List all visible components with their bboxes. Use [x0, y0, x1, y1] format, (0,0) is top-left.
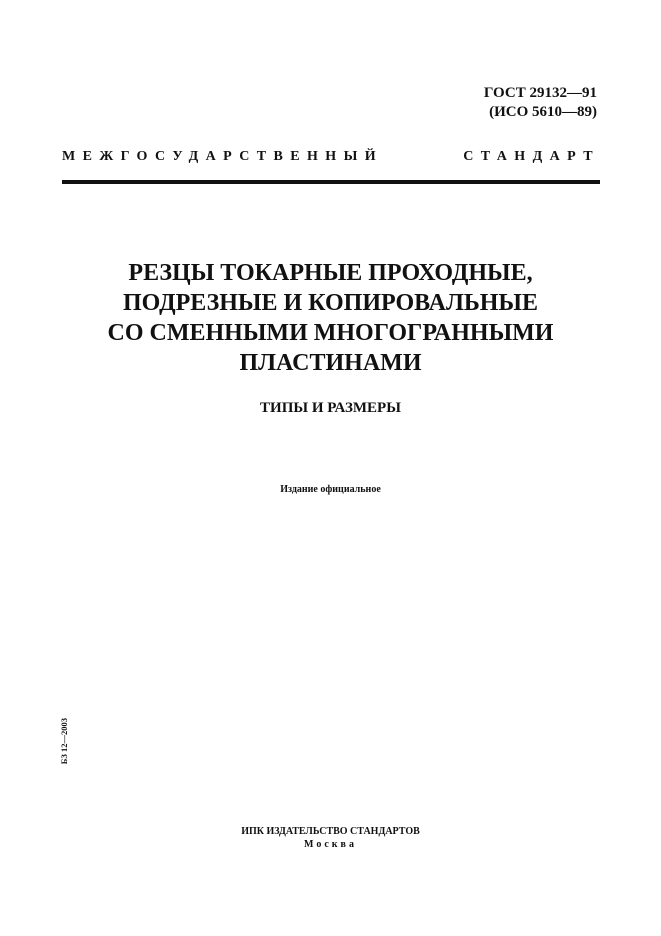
title-line: ПЛАСТИНАМИ	[239, 350, 422, 376]
document-subtitle: ТИПЫ И РАЗМЕРЫ	[260, 400, 401, 416]
title-line: СО СМЕННЫМИ МНОГОГРАННЫМИ	[107, 320, 554, 346]
title-line: РЕЗЦЫ ТОКАРНЫЕ ПРОХОДНЫЕ,	[128, 260, 533, 286]
document-title	[40, 258, 621, 378]
title-line: ПОДРЕЗНЫЕ И КОПИРОВАЛЬНЫЕ	[122, 290, 538, 316]
header-divider	[62, 180, 600, 184]
side-catalog-note: БЗ 12—2003	[59, 718, 69, 765]
iso-number: (ИСО 5610—89)	[489, 104, 597, 120]
publisher-name: ИПК ИЗДАТЕЛЬСТВО СТАНДАРТОВ	[241, 826, 420, 837]
publisher-city: Москва	[304, 839, 357, 850]
standard-type-heading: МЕЖГОСУДАРСТВЕННЫЙ СТАНДАРТ	[62, 149, 600, 164]
publisher-block	[40, 825, 621, 851]
gost-number: ГОСТ 29132—91	[483, 85, 597, 101]
edition-label: Издание официальное	[280, 484, 381, 495]
gost-designation	[484, 84, 597, 122]
